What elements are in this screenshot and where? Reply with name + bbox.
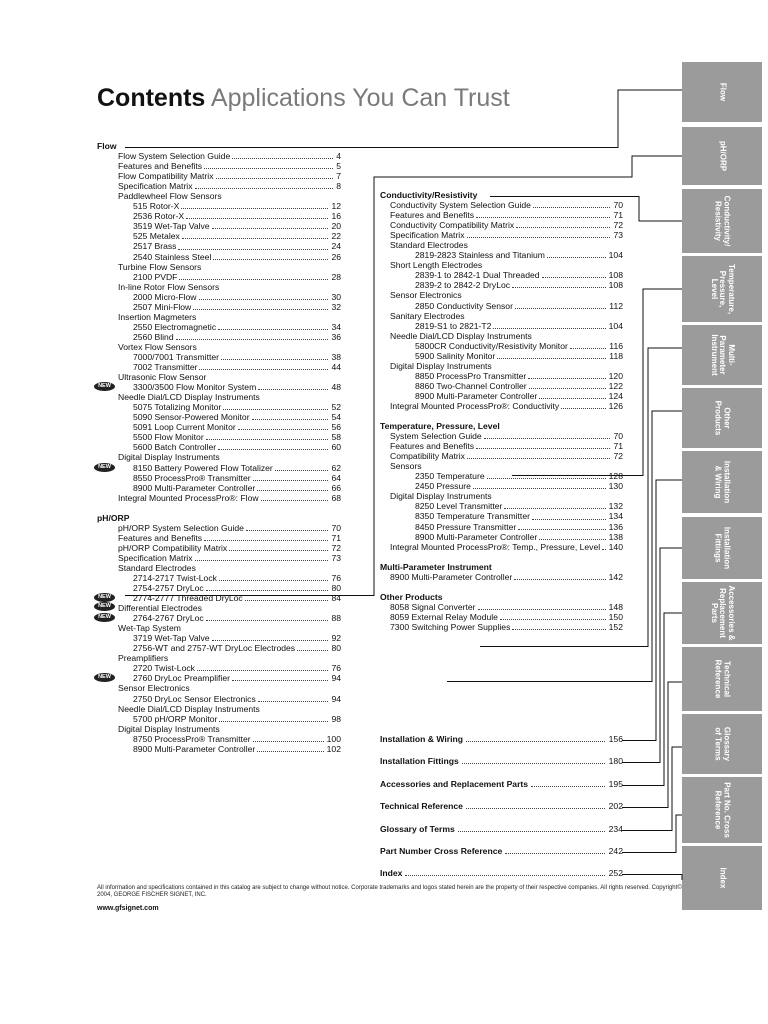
toc-entry-label: Vortex Flow Sensors [118,341,197,352]
toc-entry-page: 150 [608,611,623,622]
toc-entry-page: 76 [331,663,341,674]
toc-main-entry-page: 180 [608,756,623,766]
footer-disclaimer: All information and specifications contained in this catalog are subject to change without notice. Corporate trademarks and logos stated herein are the property of their respective companies. All rights reserved. Copyright© 2004, GEORGE FISCHER SIGNET, INC. [97,885,682,898]
toc-entry-label: 2550 Electromagnetic [133,321,217,332]
toc-entry-label: Integral Mounted ProcessPro®: Conductivity [390,400,560,411]
toc-entry-page: 36 [331,331,341,342]
section-tab-label: Conductivity/ Resistivity [714,195,732,247]
title-contents: Contents [97,84,206,112]
toc-main-entry-label: Accessories and Replacement Parts [380,779,529,789]
toc-entry-label: 8860 Two-Channel Controller [415,380,527,391]
toc-entry-page: 138 [608,531,623,542]
toc-entry-page: 108 [608,270,623,281]
new-badge: NEW [94,602,115,611]
toc-entry-label: 2350 Temperature [415,471,485,482]
toc-entry-label: 8150 Battery Powered Flow Totalizer [133,462,273,473]
toc-entry-page: 70 [613,200,623,211]
toc-entry-label: 7300 Switching Power Supplies [390,621,511,632]
toc-entry-label: pH/ORP Compatibility Matrix [118,542,228,553]
connector-flow [125,90,682,148]
toc-entry-label: 2764-2767 DryLoc [133,613,204,624]
toc-entry-label: Sensors [390,461,422,472]
toc-entry-label: Features and Benefits [118,161,203,172]
toc-entry-page: 152 [608,621,623,632]
toc-entry-label: Compatibility Matrix [390,451,465,462]
section-tab-label: Installation Fittings [714,526,732,570]
toc-entry-label: In-line Rotor Flow Sensors [118,281,220,292]
toc-entry-page: 71 [613,210,623,221]
toc-entry-label: 2850 Conductivity Sensor [415,300,513,311]
toc-entry-page: 66 [331,482,341,493]
toc-main-entry-label: Installation & Wiring [380,734,463,744]
toc-entry-page: 98 [331,713,341,724]
toc-entry-page: 26 [331,251,341,262]
toc-entry-page: 132 [608,501,623,512]
toc-entry-page: 72 [331,542,341,553]
toc-entry-page: 8 [336,181,341,192]
toc-entry-label: Specification Matrix [118,181,193,192]
toc-entry-label: 5700 pH/ORP Monitor [133,713,218,724]
toc-entry-label: Features and Benefits [118,532,203,543]
toc-main-entry-page: 195 [608,779,623,789]
toc-entry-label: Differential Electrodes [118,603,202,614]
toc-entry-page: 72 [613,220,623,231]
toc-entry-page: 58 [331,432,341,443]
toc-entry-label: Specification Matrix [118,552,193,563]
toc-entry-page: 80 [331,583,341,594]
toc-entry-label: 2819-2823 Stainless and Titanium [415,250,545,261]
toc-entry-label: 2450 Pressure [415,481,471,492]
toc-entry-page: 54 [331,412,341,423]
toc-entry-page: 148 [608,601,623,612]
toc-entry-label: 7000/7001 Transmitter [133,351,219,362]
toc-entry-label: Needle Dial/LCD Display Instruments [118,392,260,403]
toc-main-entry-page: 242 [608,846,623,856]
toc-entry-page: 76 [331,572,341,583]
section-heading-label: Other Products [380,591,443,602]
toc-entry-label: 5500 Flow Monitor [133,432,204,443]
toc-entry-label: 2839-1 to 2842-1 Dual Threaded [415,270,540,281]
section-tab-label: Index [718,867,728,889]
toc-entry-page: 30 [331,291,341,302]
toc-entry-label: Needle Dial/LCD Display Instruments [118,703,260,714]
toc-entry-label: System Selection Guide [390,431,482,442]
toc-entry-label: 2536 Rotor-X [133,211,185,222]
toc-entry-label: 8059 External Relay Module [390,611,498,622]
toc-entry-label: 8900 Multi-Parameter Controller [415,531,538,542]
toc-entry-page: 122 [608,380,623,391]
toc-entry-label: Sensor Electronics [390,290,462,301]
toc-entry-label: Digital Display Instruments [118,452,220,463]
toc-entry-page: 56 [331,422,341,433]
toc-entry-page: 84 [331,593,341,604]
toc-entry-label: 5090 Sensor-Powered Monitor [133,412,250,423]
toc-entry-label: Wet-Tap System [118,623,181,634]
toc-main-entry-page: 156 [608,734,623,744]
toc-entry-label: Digital Display Instruments [390,360,492,371]
new-badge: NEW [94,382,115,391]
toc-entry-page: 126 [608,400,623,411]
section-tab-label: Installation & Wiring [714,460,732,504]
toc-entry-page: 71 [331,532,341,543]
toc-entry-page: 12 [331,201,341,212]
toc-entry-label: 5091 Loop Current Monitor [133,422,236,433]
toc-entry-label: 2517 Brass [133,241,177,252]
toc-main-entry-label: Installation Fittings [380,756,459,766]
toc-entry-page: 4 [336,151,341,162]
section-tab-label: Accessories & Replacement Parts [709,585,736,641]
toc-entry-page: 70 [613,431,623,442]
toc-entry-page: 60 [331,442,341,453]
toc-entry-page: 112 [609,300,623,311]
toc-entry-page: 22 [331,231,341,242]
toc-entry-page: 28 [331,271,341,282]
toc-entry-label: Preamplifiers [118,653,169,664]
section-heading-label: Temperature, Pressure, Level [380,421,500,432]
toc-entry-label: 8250 Level Transmitter [415,501,503,512]
toc-entry-label: Insertion Magmeters [118,311,197,322]
toc-entry-page: 52 [331,402,341,413]
toc-entry-label: 5075 Totalizing Monitor [133,402,222,413]
toc-entry-label: 2819-S1 to 2821-T2 [415,320,492,331]
toc-main-entry-label: Part Number Cross Reference [380,846,503,856]
toc-entry-label: Conductivity Compatibility Matrix [390,220,515,231]
new-badge: NEW [94,593,115,602]
toc-entry-page: 73 [613,230,623,241]
toc-entry-page: 104 [608,320,623,331]
section-tab-label: Part No. Cross Reference [714,782,732,838]
toc-main-entry-label: Glossary of Terms [380,824,455,834]
toc-entry-label: 8058 Signal Converter [390,601,476,612]
toc-entry-label: Paddlewheel Flow Sensors [118,191,222,202]
toc-entry-page: 70 [331,522,341,533]
toc-entry-label: 2560 Blind [133,331,174,342]
toc-entry-page: 94 [331,673,341,684]
toc-entry-page: 34 [331,321,341,332]
toc-entry-label: Flow System Selection Guide [118,151,231,162]
toc-entry-page: 24 [331,241,341,252]
toc-entry-label: 5800CR Conductivity/Resistivity Monitor [415,340,568,351]
toc-entry-label: 8900 Multi-Parameter Controller [390,571,513,582]
toc-main-entry-page: 252 [608,868,623,878]
toc-entry-label: Specification Matrix [390,230,465,241]
toc-entry-page: 116 [609,340,623,351]
toc-entry-label: 8900 Multi-Parameter Controller [133,743,256,754]
section-tab-label: Temperature, Pressure, Level [709,263,736,315]
toc-entry-page: 130 [608,481,623,492]
toc-entry-label: 2100 PVDF [133,271,178,282]
toc-entry-page: 100 [326,733,341,744]
toc-entry-label: 2839-2 to 2842-2 DryLoc [415,280,511,291]
section-tab-label: Multi- Parameter Instrument [709,334,736,376]
toc-entry-page: 88 [331,613,341,624]
section-tab-label: Glossary of Terms [714,726,732,762]
toc-entry-label: Features and Benefits [390,441,475,452]
toc-main-entry-label: Index [380,868,403,878]
toc-entry-label: Sanitary Electrodes [390,310,465,321]
section-tab-label: pH/ORP [718,140,728,172]
toc-entry-page: 104 [608,250,623,261]
toc-entry-label: 2774-2777 Threaded DryLoc [133,593,243,604]
toc-entry-label: Digital Display Instruments [118,723,220,734]
toc-entry-label: 525 Metalex [133,231,180,242]
title-tagline: Applications You Can Trust [210,84,510,112]
section-heading-label: Conductivity/Resistivity [380,190,478,200]
toc-entry-page: 44 [331,362,341,373]
toc-entry-page: 92 [331,633,341,644]
section-tab-label: Other Products [714,400,732,436]
toc-entry-label: Standard Electrodes [118,562,196,573]
toc-entry-page: 16 [331,211,341,222]
new-badge: NEW [94,463,115,472]
toc-entry-label: 8900 Multi-Parameter Controller [133,482,256,493]
toc-main-entry-label: Technical Reference [380,801,463,811]
toc-entry-label: 7002 Transmitter [133,362,198,373]
toc-entry-page: 140 [608,541,623,552]
toc-entry-label: 2750 DryLoc Sensor Electronics [133,693,256,704]
toc-entry-page: 68 [331,492,341,503]
section-heading-label: pH/ORP [97,512,130,523]
toc-entry-page: 20 [331,221,341,232]
toc-entry-label: Turbine Flow Sensors [118,261,202,272]
toc-entry-page: 38 [331,351,341,362]
toc-entry-page: 71 [613,441,623,452]
toc-entry-label: 2000 Micro-Flow [133,291,197,302]
section-heading-label: Flow [97,141,117,151]
toc-entry-label: 5600 Batch Controller [133,442,217,453]
toc-entry-label: 8900 Multi-Parameter Controller [415,390,538,401]
toc-entry-label: Sensor Electronics [118,683,190,694]
toc-entry-page: 5 [336,161,341,172]
toc-entry-page: 108 [608,280,623,291]
toc-entry-page: 124 [608,390,623,401]
toc-entry-label: Conductivity System Selection Guide [390,200,531,211]
toc-entry-page: 7 [336,171,341,182]
toc-entry-label: Flow Compatibility Matrix [118,171,214,182]
toc-entry-page: 142 [608,571,623,582]
toc-entry-label: 8450 Pressure Transmitter [415,521,517,532]
toc-entry-label: 2754-2757 DryLoc [133,583,204,594]
toc-entry-label: 3719 Wet-Tap Valve [133,633,210,644]
toc-entry-page: 62 [331,462,341,473]
toc-entry-page: 72 [613,451,623,462]
toc-entry-page: 118 [609,350,623,361]
toc-entry-label: Digital Display Instruments [390,491,492,502]
toc-entry-label: Features and Benefits [390,210,475,221]
toc-entry-label: 515 Rotor-X [133,201,180,212]
toc-entry-page: 48 [331,382,341,393]
toc-entry-page: 136 [608,521,623,532]
new-badge: NEW [94,673,115,682]
toc-entry-label: Short Length Electrodes [390,260,483,271]
toc-entry-page: 102 [326,743,341,754]
toc-main-entry-page: 234 [608,824,623,834]
toc-entry-page: 64 [331,472,341,483]
toc-entry-page: 94 [331,693,341,704]
toc-entry-label: 2760 DryLoc Preamplifier [133,673,230,684]
toc-entry-label: 3519 Wet-Tap Valve [133,221,210,232]
website-url[interactable]: www.gfsignet.com [97,905,159,912]
toc-entry-label: 3300/3500 Flow Monitor System [133,382,257,393]
toc-entry-label: 8350 Temperature Transmitter [415,511,530,522]
toc-entry-label: 2756-WT and 2757-WT DryLoc Electrodes [133,643,296,654]
toc-entry-label: 2720 Twist-Lock [133,663,195,674]
toc-entry-label: Integral Mounted ProcessPro®: Flow [118,492,259,503]
toc-entry-page: 32 [331,301,341,312]
toc-entry-label: Ultrasonic Flow Sensor [118,372,207,383]
toc-entry-label: 2540 Stainless Steel [133,251,212,262]
section-tab-label: Technical Reference [714,659,732,699]
new-badge: NEW [94,613,115,622]
toc-entry-label: pH/ORP System Selection Guide [118,522,244,533]
toc-main-entry-page: 202 [608,801,623,811]
toc-entry-label: Integral Mounted ProcessPro®: Temp., Pressure, Level [390,541,601,552]
toc-entry-label: 2714-2717 Twist-Lock [133,572,217,583]
toc-entry-label: Standard Electrodes [390,240,468,251]
toc-entry-page: 80 [331,643,341,654]
toc-entry-label: 8550 ProcessPro® Transmitter [133,472,251,483]
toc-entry-label: 8850 ProcessPro Transmitter [415,370,527,381]
toc-entry-label: Needle Dial/LCD Display Instruments [390,330,532,341]
section-tab-label: Flow [718,82,728,102]
section-heading-label: Multi-Parameter Instrument [380,561,492,572]
toc-entry-label: 5900 Salinity Monitor [415,350,496,361]
toc-entry-page: 73 [331,552,341,563]
toc-entry-page: 128 [608,471,623,482]
toc-entry-label: 2507 Mini-Flow [133,301,192,312]
toc-entry-page: 134 [608,511,623,522]
toc-entry-label: 8750 ProcessPro® Transmitter [133,733,251,744]
toc-entry-page: 120 [608,370,623,381]
